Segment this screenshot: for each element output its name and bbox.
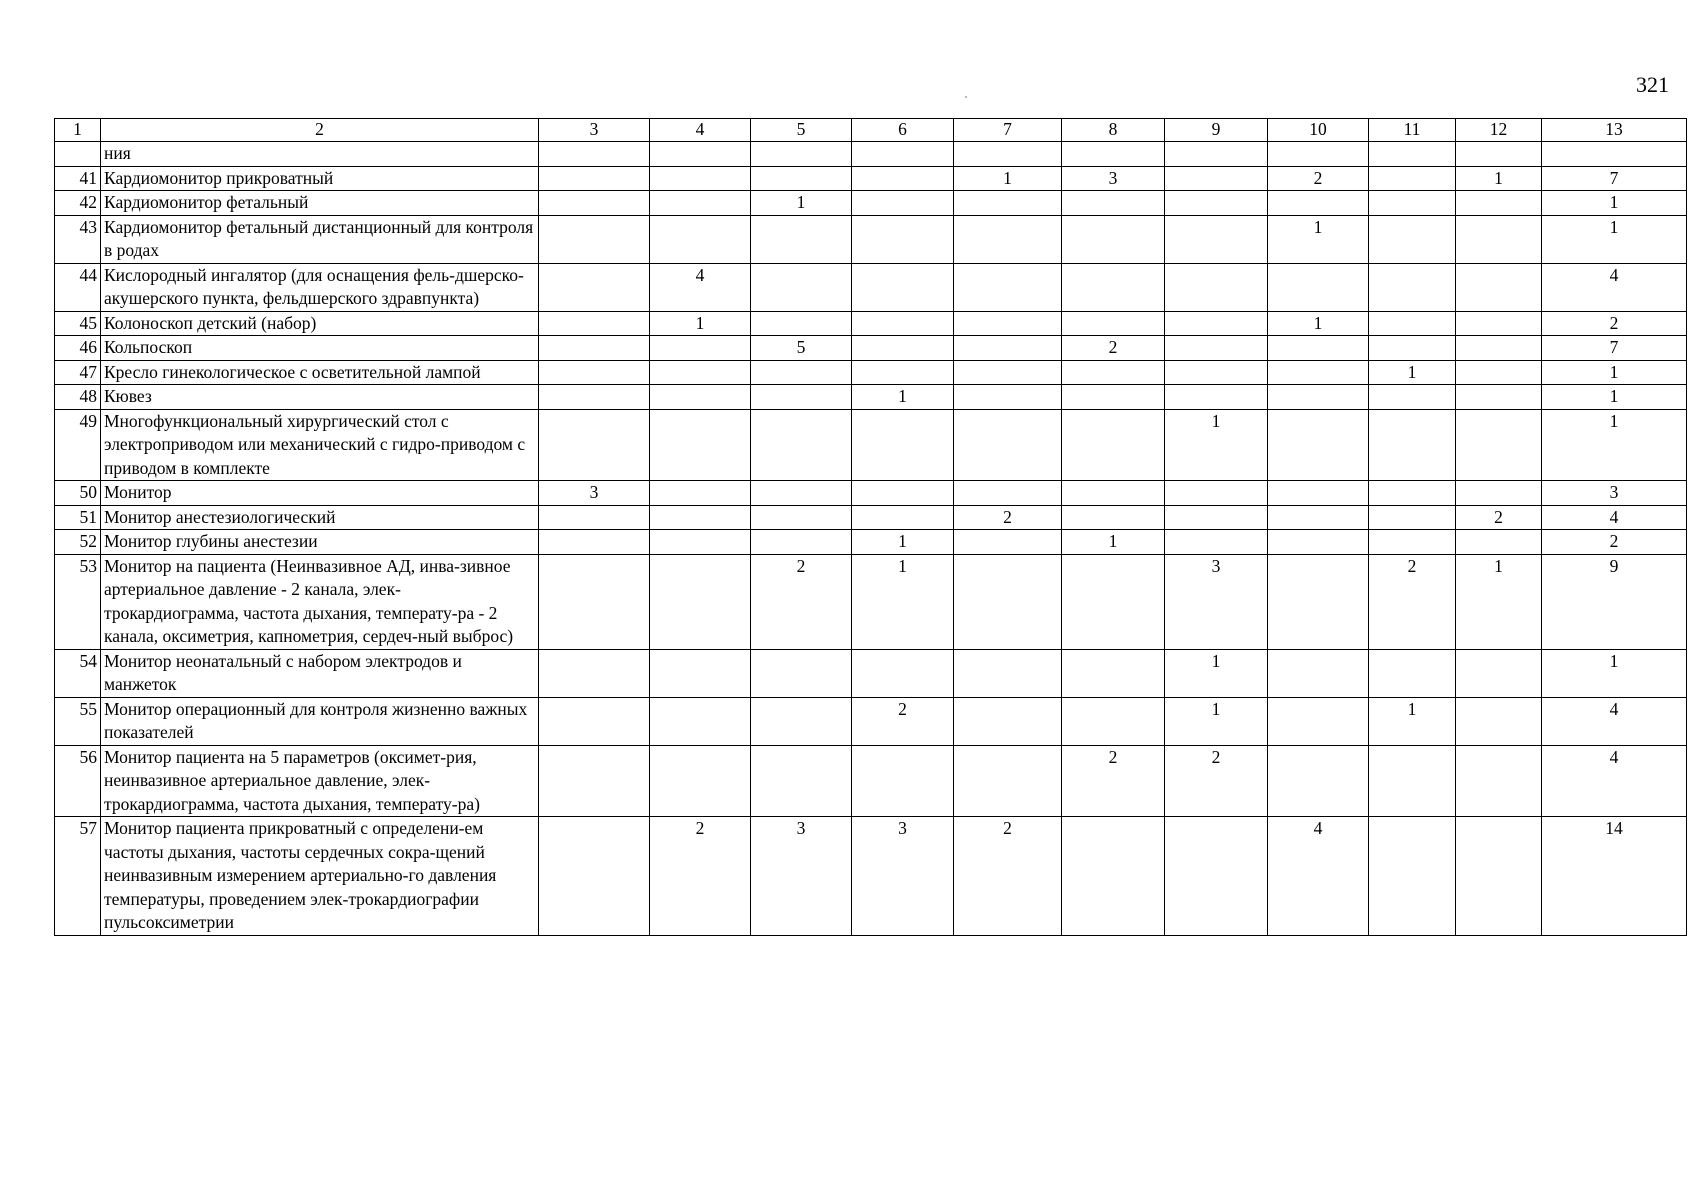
quantity-cell — [751, 166, 852, 191]
quantity-cell: 4 — [650, 263, 751, 311]
quantity-cell — [954, 530, 1062, 555]
equipment-name: Кислородный ингалятор (для оснащения фель-дшерско-акушерского пункта, фельдшерского здравпункта) — [101, 263, 539, 311]
table-row — [55, 554, 1687, 649]
quantity-cell: 2 — [954, 817, 1062, 936]
quantity-cell — [1062, 697, 1165, 745]
quantity-cell — [852, 336, 954, 361]
quantity-cell: 1 — [852, 554, 954, 649]
quantity-cell — [1268, 697, 1369, 745]
quantity-cell — [1062, 360, 1165, 385]
quantity-cell — [650, 481, 751, 506]
row-number: 52 — [55, 530, 101, 555]
quantity-cell — [1456, 649, 1542, 697]
row-number: 48 — [55, 385, 101, 410]
quantity-cell: 3 — [751, 817, 852, 936]
quantity-cell — [1456, 311, 1542, 336]
quantity-cell — [1369, 336, 1456, 361]
quantity-cell — [852, 505, 954, 530]
quantity-cell — [852, 360, 954, 385]
total-cell: 9 — [1542, 554, 1687, 649]
quantity-cell — [1456, 360, 1542, 385]
quantity-cell — [751, 360, 852, 385]
quantity-cell — [650, 409, 751, 481]
quantity-cell — [1062, 311, 1165, 336]
quantity-cell: 3 — [1062, 166, 1165, 191]
quantity-cell — [539, 817, 650, 936]
quantity-cell — [1062, 409, 1165, 481]
table-row — [55, 697, 1687, 745]
quantity-cell — [650, 360, 751, 385]
quantity-cell — [1165, 505, 1268, 530]
column-header: 6 — [852, 119, 954, 142]
quantity-cell — [1165, 191, 1268, 216]
quantity-cell — [1456, 142, 1542, 167]
quantity-cell — [954, 745, 1062, 817]
quantity-cell — [1062, 215, 1165, 263]
row-number: 57 — [55, 817, 101, 936]
quantity-cell — [539, 360, 650, 385]
quantity-cell: 2 — [1456, 505, 1542, 530]
total-cell: 4 — [1542, 697, 1687, 745]
quantity-cell — [539, 191, 650, 216]
quantity-cell — [539, 530, 650, 555]
quantity-cell — [1165, 817, 1268, 936]
equipment-name: Кардиомонитор прикроватный — [101, 166, 539, 191]
quantity-cell: 1 — [1369, 360, 1456, 385]
quantity-cell — [1165, 530, 1268, 555]
row-number — [55, 142, 101, 167]
quantity-cell: 1 — [1062, 530, 1165, 555]
equipment-table — [54, 118, 1687, 936]
row-number: 49 — [55, 409, 101, 481]
table-row — [55, 409, 1687, 481]
total-cell: 7 — [1542, 166, 1687, 191]
quantity-cell — [1165, 481, 1268, 506]
table-row — [55, 745, 1687, 817]
column-header: 13 — [1542, 119, 1687, 142]
quantity-cell — [650, 649, 751, 697]
quantity-cell — [1369, 649, 1456, 697]
row-number: 41 — [55, 166, 101, 191]
table-row — [55, 817, 1687, 936]
quantity-cell — [852, 142, 954, 167]
quantity-cell — [539, 409, 650, 481]
quantity-cell: 2 — [954, 505, 1062, 530]
quantity-cell — [539, 505, 650, 530]
quantity-cell: 1 — [1268, 215, 1369, 263]
quantity-cell — [1268, 649, 1369, 697]
quantity-cell: 4 — [1268, 817, 1369, 936]
table-row — [55, 263, 1687, 311]
quantity-cell — [852, 191, 954, 216]
equipment-name: Кольпоскоп — [101, 336, 539, 361]
quantity-cell — [1165, 142, 1268, 167]
quantity-cell — [1268, 481, 1369, 506]
quantity-cell — [954, 142, 1062, 167]
quantity-cell: 1 — [650, 311, 751, 336]
quantity-cell: 1 — [1369, 697, 1456, 745]
quantity-cell — [954, 554, 1062, 649]
equipment-name: Монитор пациента на 5 параметров (оксимет-рия, неинвазивное артериальное давление, элек-трокардиограмма, частота дыхания, температу-ра) — [101, 745, 539, 817]
quantity-cell — [1456, 817, 1542, 936]
quantity-cell: 3 — [852, 817, 954, 936]
column-header: 9 — [1165, 119, 1268, 142]
quantity-cell — [1268, 554, 1369, 649]
quantity-cell — [852, 649, 954, 697]
quantity-cell — [1369, 817, 1456, 936]
quantity-cell — [852, 481, 954, 506]
column-header: 2 — [101, 119, 539, 142]
equipment-name: Монитор пациента прикроватный с определени-ем частоты дыхания, частоты сердечных сокра-щений неинвазивным измерением артериально-го давления температуры, проведением элек-трокардиографии пульсоксиметрии — [101, 817, 539, 936]
row-number: 56 — [55, 745, 101, 817]
quantity-cell — [539, 385, 650, 410]
quantity-cell: 5 — [751, 336, 852, 361]
total-cell: 1 — [1542, 409, 1687, 481]
equipment-name: Колоноскоп детский (набор) — [101, 311, 539, 336]
total-cell: 4 — [1542, 263, 1687, 311]
total-cell: 3 — [1542, 481, 1687, 506]
quantity-cell — [1456, 409, 1542, 481]
quantity-cell — [954, 191, 1062, 216]
equipment-name: Кювез — [101, 385, 539, 410]
quantity-cell — [1456, 215, 1542, 263]
quantity-cell — [539, 745, 650, 817]
quantity-cell — [852, 215, 954, 263]
table-row — [55, 505, 1687, 530]
quantity-cell — [1165, 166, 1268, 191]
quantity-cell — [954, 360, 1062, 385]
quantity-cell — [650, 166, 751, 191]
quantity-cell — [1369, 166, 1456, 191]
quantity-cell — [852, 745, 954, 817]
quantity-cell: 2 — [1062, 336, 1165, 361]
equipment-name: ния — [101, 142, 539, 167]
quantity-cell — [1165, 360, 1268, 385]
quantity-cell — [751, 745, 852, 817]
quantity-cell — [954, 481, 1062, 506]
quantity-cell — [650, 745, 751, 817]
column-header: 3 — [539, 119, 650, 142]
quantity-cell — [1369, 481, 1456, 506]
quantity-cell: 1 — [954, 166, 1062, 191]
quantity-cell — [751, 481, 852, 506]
quantity-cell — [1062, 481, 1165, 506]
equipment-name: Монитор анестезиологический — [101, 505, 539, 530]
quantity-cell: 2 — [1062, 745, 1165, 817]
row-number: 55 — [55, 697, 101, 745]
quantity-cell: 1 — [1456, 166, 1542, 191]
total-cell: 7 — [1542, 336, 1687, 361]
quantity-cell — [650, 191, 751, 216]
equipment-name: Монитор глубины анестезии — [101, 530, 539, 555]
quantity-cell — [1062, 263, 1165, 311]
table-row — [55, 166, 1687, 191]
column-header: 1 — [55, 119, 101, 142]
quantity-cell — [650, 336, 751, 361]
quantity-cell: 1 — [1165, 409, 1268, 481]
table-row — [55, 311, 1687, 336]
total-cell: 4 — [1542, 745, 1687, 817]
total-cell: 4 — [1542, 505, 1687, 530]
quantity-cell — [539, 215, 650, 263]
quantity-cell — [1268, 142, 1369, 167]
quantity-cell — [954, 311, 1062, 336]
quantity-cell — [539, 697, 650, 745]
header-row — [55, 119, 1687, 142]
equipment-name: Монитор на пациента (Неинвазивное АД, инва-зивное артериальное давление - 2 канала, элек-трокардиограмма, частота дыхания, температу-ра - 2 канала, оксиметрия, капнометрия, сердеч-ный выброс) — [101, 554, 539, 649]
quantity-cell — [751, 263, 852, 311]
table-row — [55, 385, 1687, 410]
quantity-cell — [650, 385, 751, 410]
quantity-cell — [954, 409, 1062, 481]
quantity-cell — [1268, 505, 1369, 530]
total-cell: 2 — [1542, 311, 1687, 336]
quantity-cell: 1 — [1165, 649, 1268, 697]
quantity-cell — [751, 215, 852, 263]
quantity-cell — [852, 409, 954, 481]
quantity-cell — [1369, 530, 1456, 555]
row-number: 54 — [55, 649, 101, 697]
quantity-cell — [1268, 360, 1369, 385]
quantity-cell — [650, 554, 751, 649]
quantity-cell — [539, 142, 650, 167]
quantity-cell — [1369, 142, 1456, 167]
quantity-cell — [1369, 409, 1456, 481]
table-row — [55, 336, 1687, 361]
quantity-cell — [1456, 385, 1542, 410]
quantity-cell — [1369, 505, 1456, 530]
quantity-cell — [1456, 336, 1542, 361]
total-cell: 1 — [1542, 360, 1687, 385]
quantity-cell — [751, 142, 852, 167]
total-cell: 1 — [1542, 385, 1687, 410]
quantity-cell — [1268, 336, 1369, 361]
quantity-cell — [852, 166, 954, 191]
quantity-cell: 2 — [650, 817, 751, 936]
row-number: 43 — [55, 215, 101, 263]
table-row — [55, 191, 1687, 216]
quantity-cell — [1456, 481, 1542, 506]
quantity-cell — [1268, 745, 1369, 817]
quantity-cell: 2 — [1268, 166, 1369, 191]
quantity-cell — [751, 649, 852, 697]
quantity-cell — [954, 336, 1062, 361]
quantity-cell — [1456, 191, 1542, 216]
quantity-cell — [1062, 649, 1165, 697]
row-number: 44 — [55, 263, 101, 311]
row-number: 45 — [55, 311, 101, 336]
column-header: 11 — [1369, 119, 1456, 142]
quantity-cell — [1062, 817, 1165, 936]
quantity-cell — [751, 409, 852, 481]
quantity-cell — [1369, 311, 1456, 336]
table-row — [55, 530, 1687, 555]
quantity-cell: 3 — [539, 481, 650, 506]
table-row — [55, 142, 1687, 167]
column-header: 4 — [650, 119, 751, 142]
quantity-cell — [1456, 530, 1542, 555]
column-header: 8 — [1062, 119, 1165, 142]
quantity-cell — [1165, 311, 1268, 336]
quantity-cell — [954, 263, 1062, 311]
quantity-cell — [650, 142, 751, 167]
quantity-cell: 1 — [852, 530, 954, 555]
quantity-cell: 2 — [751, 554, 852, 649]
scan-speck — [965, 96, 967, 98]
quantity-cell — [1369, 215, 1456, 263]
equipment-name: Кардиомонитор фетальный дистанционный для контроля в родах — [101, 215, 539, 263]
quantity-cell — [1165, 385, 1268, 410]
quantity-cell — [650, 697, 751, 745]
quantity-cell — [1268, 530, 1369, 555]
equipment-name: Монитор операционный для контроля жизненно важных показателей — [101, 697, 539, 745]
table-row — [55, 215, 1687, 263]
row-number: 46 — [55, 336, 101, 361]
quantity-cell: 1 — [1268, 311, 1369, 336]
quantity-cell — [650, 215, 751, 263]
total-cell: 1 — [1542, 649, 1687, 697]
total-cell: 2 — [1542, 530, 1687, 555]
equipment-name: Монитор неонатальный с набором электродов и манжеток — [101, 649, 539, 697]
column-header: 7 — [954, 119, 1062, 142]
row-number: 47 — [55, 360, 101, 385]
quantity-cell — [1165, 263, 1268, 311]
quantity-cell — [1268, 191, 1369, 216]
quantity-cell: 3 — [1165, 554, 1268, 649]
quantity-cell — [1456, 263, 1542, 311]
quantity-cell — [852, 311, 954, 336]
quantity-cell — [751, 697, 852, 745]
total-cell — [1542, 142, 1687, 167]
quantity-cell — [751, 311, 852, 336]
quantity-cell — [954, 385, 1062, 410]
quantity-cell — [539, 263, 650, 311]
quantity-cell — [1165, 336, 1268, 361]
quantity-cell: 2 — [1369, 554, 1456, 649]
quantity-cell — [539, 336, 650, 361]
column-header: 12 — [1456, 119, 1542, 142]
row-number: 42 — [55, 191, 101, 216]
quantity-cell — [1456, 697, 1542, 745]
quantity-cell — [954, 215, 1062, 263]
quantity-cell — [954, 649, 1062, 697]
quantity-cell — [751, 505, 852, 530]
row-number: 53 — [55, 554, 101, 649]
quantity-cell — [751, 385, 852, 410]
quantity-cell — [1369, 745, 1456, 817]
column-header: 10 — [1268, 119, 1369, 142]
quantity-cell — [1456, 745, 1542, 817]
equipment-name: Кресло гинекологическое с осветительной лампой — [101, 360, 539, 385]
quantity-cell — [650, 530, 751, 555]
quantity-cell — [1062, 142, 1165, 167]
quantity-cell — [650, 505, 751, 530]
quantity-cell — [751, 530, 852, 555]
quantity-cell — [539, 311, 650, 336]
quantity-cell: 2 — [1165, 745, 1268, 817]
quantity-cell — [1062, 505, 1165, 530]
quantity-cell: 1 — [1456, 554, 1542, 649]
quantity-cell — [539, 166, 650, 191]
equipment-name: Кардиомонитор фетальный — [101, 191, 539, 216]
total-cell: 1 — [1542, 215, 1687, 263]
quantity-cell — [1369, 191, 1456, 216]
quantity-cell: 1 — [852, 385, 954, 410]
quantity-cell: 2 — [852, 697, 954, 745]
quantity-cell — [539, 649, 650, 697]
table-row — [55, 649, 1687, 697]
column-header: 5 — [751, 119, 852, 142]
quantity-cell — [1268, 409, 1369, 481]
row-number: 50 — [55, 481, 101, 506]
quantity-cell — [1062, 191, 1165, 216]
quantity-cell — [1268, 263, 1369, 311]
quantity-cell: 1 — [751, 191, 852, 216]
table-row — [55, 481, 1687, 506]
quantity-cell: 1 — [1165, 697, 1268, 745]
row-number: 51 — [55, 505, 101, 530]
equipment-name: Монитор — [101, 481, 539, 506]
quantity-cell — [1369, 263, 1456, 311]
quantity-cell — [1369, 385, 1456, 410]
quantity-cell — [954, 697, 1062, 745]
table-row — [55, 360, 1687, 385]
quantity-cell — [1062, 385, 1165, 410]
page-number: 321 — [1636, 72, 1669, 97]
quantity-cell — [1062, 554, 1165, 649]
quantity-cell — [852, 263, 954, 311]
quantity-cell — [1268, 385, 1369, 410]
equipment-name: Многофункциональный хирургический стол с электроприводом или механический с гидро-приводом с приводом в комплекте — [101, 409, 539, 481]
total-cell: 1 — [1542, 191, 1687, 216]
total-cell: 14 — [1542, 817, 1687, 936]
quantity-cell — [1165, 215, 1268, 263]
quantity-cell — [539, 554, 650, 649]
